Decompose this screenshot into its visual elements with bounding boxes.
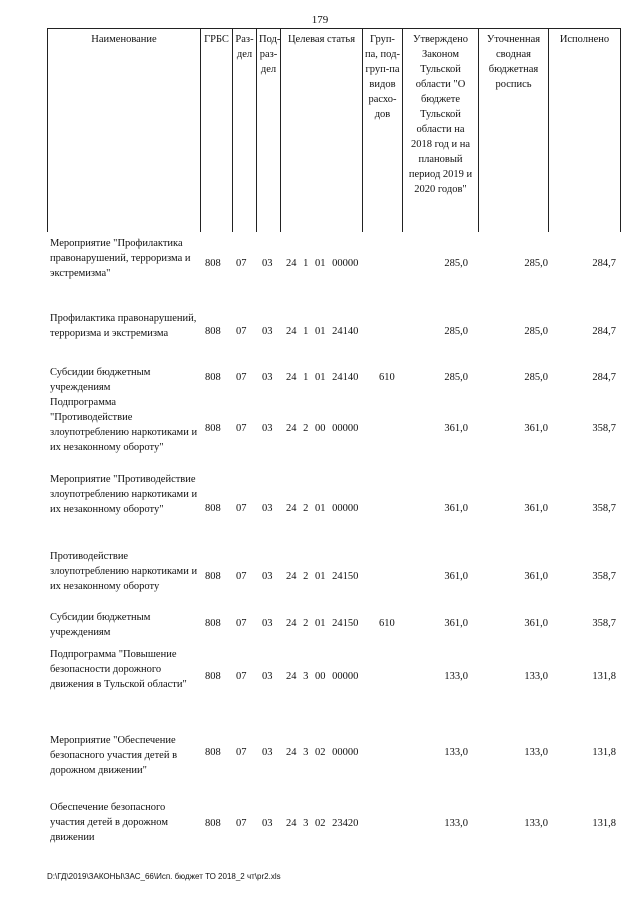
row-grbs: 808 bbox=[205, 423, 221, 434]
row-utv: 285,0 bbox=[444, 258, 468, 269]
row-name: Обеспечение безопасного участия детей в дорожном движении bbox=[50, 802, 168, 843]
row-razdel: 07 bbox=[236, 372, 247, 383]
row-name: Мероприятие "Противодействие злоупотреблению наркотиками и их незаконному обороту" bbox=[50, 474, 198, 515]
row-name: Подпрограмма "Повышение безопасности дорожного движения в Тульской области" bbox=[50, 649, 187, 690]
header-vid: Груп-па, под-груп-па видов расхо-дов bbox=[363, 29, 403, 233]
row-name: Противодействие злоупотреблению наркотиками и их незаконному обороту bbox=[50, 551, 198, 592]
row-isp: 358,7 bbox=[592, 423, 616, 434]
table-row bbox=[0, 472, 640, 515]
header-isp: Исполнено bbox=[549, 29, 621, 233]
table-row bbox=[0, 549, 640, 592]
file-path-footer: D:\ГД\2019\ЗАКОНЫ\ЗАС_66\Исп. бюджет ТО 2018_2 чт\pr2.xls bbox=[47, 872, 281, 881]
row-vid: 610 bbox=[379, 372, 395, 383]
row-utv: 133,0 bbox=[444, 818, 468, 829]
row-podrazdel: 03 bbox=[262, 571, 273, 582]
row-podrazdel: 03 bbox=[262, 671, 273, 682]
table-row bbox=[0, 610, 640, 638]
row-utoch: 361,0 bbox=[524, 503, 548, 514]
row-celevaya: 24 3 00 00000 bbox=[286, 671, 359, 682]
row-utv: 361,0 bbox=[444, 503, 468, 514]
row-podrazdel: 03 bbox=[262, 258, 273, 269]
header-razdel: Раз-дел bbox=[233, 29, 257, 233]
table-header bbox=[47, 28, 621, 232]
row-podrazdel: 03 bbox=[262, 618, 273, 629]
row-celevaya: 24 2 01 24150 bbox=[286, 571, 359, 582]
header-podrazdel: Под-раз-дел bbox=[257, 29, 281, 233]
header-name: Наименование bbox=[48, 29, 201, 233]
row-razdel: 07 bbox=[236, 747, 247, 758]
table-row bbox=[0, 311, 640, 339]
header-utv: Утверждено Законом Тульской области "О бюджете Тульской области на 2018 год и на плановый период 2019 и 2020 годов" bbox=[403, 29, 479, 233]
header-utoch: Уточненная сводная бюджетная роспись bbox=[479, 29, 549, 233]
row-celevaya: 24 3 02 00000 bbox=[286, 747, 359, 758]
row-name: Подпрограмма "Противодействие злоупотреблению наркотиками и их незаконному обороту" bbox=[50, 397, 198, 453]
row-isp: 358,7 bbox=[592, 503, 616, 514]
row-podrazdel: 03 bbox=[262, 503, 273, 514]
row-razdel: 07 bbox=[236, 258, 247, 269]
table-row bbox=[0, 236, 640, 279]
row-isp: 131,8 bbox=[592, 747, 616, 758]
row-name: Субсидии бюджетным учреждениям bbox=[50, 367, 151, 393]
table-row bbox=[0, 733, 640, 776]
row-isp: 131,8 bbox=[592, 671, 616, 682]
header-grbs: ГРБС bbox=[201, 29, 233, 233]
row-vid: 610 bbox=[379, 618, 395, 629]
row-grbs: 808 bbox=[205, 258, 221, 269]
row-name: Мероприятие "Обеспечение безопасного участия детей в дорожном движении" bbox=[50, 735, 178, 776]
row-podrazdel: 03 bbox=[262, 747, 273, 758]
row-isp: 284,7 bbox=[592, 258, 616, 269]
row-utoch: 361,0 bbox=[524, 571, 548, 582]
row-utv: 285,0 bbox=[444, 326, 468, 337]
row-celevaya: 24 2 01 24150 bbox=[286, 618, 359, 629]
table-row bbox=[0, 647, 640, 690]
row-podrazdel: 03 bbox=[262, 423, 273, 434]
row-grbs: 808 bbox=[205, 618, 221, 629]
row-podrazdel: 03 bbox=[262, 372, 273, 383]
row-utoch: 285,0 bbox=[524, 258, 548, 269]
row-razdel: 07 bbox=[236, 326, 247, 337]
row-utoch: 361,0 bbox=[524, 618, 548, 629]
table-row bbox=[0, 395, 640, 453]
row-celevaya: 24 3 02 23420 bbox=[286, 818, 359, 829]
row-name: Мероприятие "Профилактика правонарушений, терроризма и экстремизма" bbox=[50, 238, 191, 279]
row-celevaya: 24 2 00 00000 bbox=[286, 423, 359, 434]
row-isp: 284,7 bbox=[592, 372, 616, 383]
row-grbs: 808 bbox=[205, 818, 221, 829]
header-celevaya: Целевая статья bbox=[281, 29, 363, 233]
row-utv: 361,0 bbox=[444, 618, 468, 629]
row-grbs: 808 bbox=[205, 671, 221, 682]
row-razdel: 07 bbox=[236, 618, 247, 629]
row-utoch: 133,0 bbox=[524, 671, 548, 682]
row-utv: 133,0 bbox=[444, 747, 468, 758]
row-grbs: 808 bbox=[205, 326, 221, 337]
row-isp: 284,7 bbox=[592, 326, 616, 337]
row-razdel: 07 bbox=[236, 423, 247, 434]
row-grbs: 808 bbox=[205, 372, 221, 383]
row-isp: 358,7 bbox=[592, 618, 616, 629]
row-podrazdel: 03 bbox=[262, 818, 273, 829]
row-podrazdel: 03 bbox=[262, 326, 273, 337]
table-row bbox=[0, 365, 640, 393]
row-name: Субсидии бюджетным учреждениям bbox=[50, 612, 151, 638]
row-razdel: 07 bbox=[236, 818, 247, 829]
row-razdel: 07 bbox=[236, 671, 247, 682]
row-grbs: 808 bbox=[205, 503, 221, 514]
row-celevaya: 24 1 01 00000 bbox=[286, 258, 359, 269]
page-number: 179 bbox=[311, 14, 329, 26]
row-utoch: 285,0 bbox=[524, 372, 548, 383]
row-utv: 133,0 bbox=[444, 671, 468, 682]
row-razdel: 07 bbox=[236, 571, 247, 582]
row-celevaya: 24 2 01 00000 bbox=[286, 503, 359, 514]
row-isp: 131,8 bbox=[592, 818, 616, 829]
row-grbs: 808 bbox=[205, 571, 221, 582]
row-utv: 285,0 bbox=[444, 372, 468, 383]
row-razdel: 07 bbox=[236, 503, 247, 514]
row-utv: 361,0 bbox=[444, 571, 468, 582]
row-celevaya: 24 1 01 24140 bbox=[286, 326, 359, 337]
row-utoch: 133,0 bbox=[524, 747, 548, 758]
row-utoch: 133,0 bbox=[524, 818, 548, 829]
row-grbs: 808 bbox=[205, 747, 221, 758]
table-row bbox=[0, 800, 640, 843]
row-utoch: 285,0 bbox=[524, 326, 548, 337]
row-celevaya: 24 1 01 24140 bbox=[286, 372, 359, 383]
row-utoch: 361,0 bbox=[524, 423, 548, 434]
row-name: Профилактика правонарушений, терроризма и экстремизма bbox=[50, 313, 197, 339]
row-isp: 358,7 bbox=[592, 571, 616, 582]
row-utv: 361,0 bbox=[444, 423, 468, 434]
